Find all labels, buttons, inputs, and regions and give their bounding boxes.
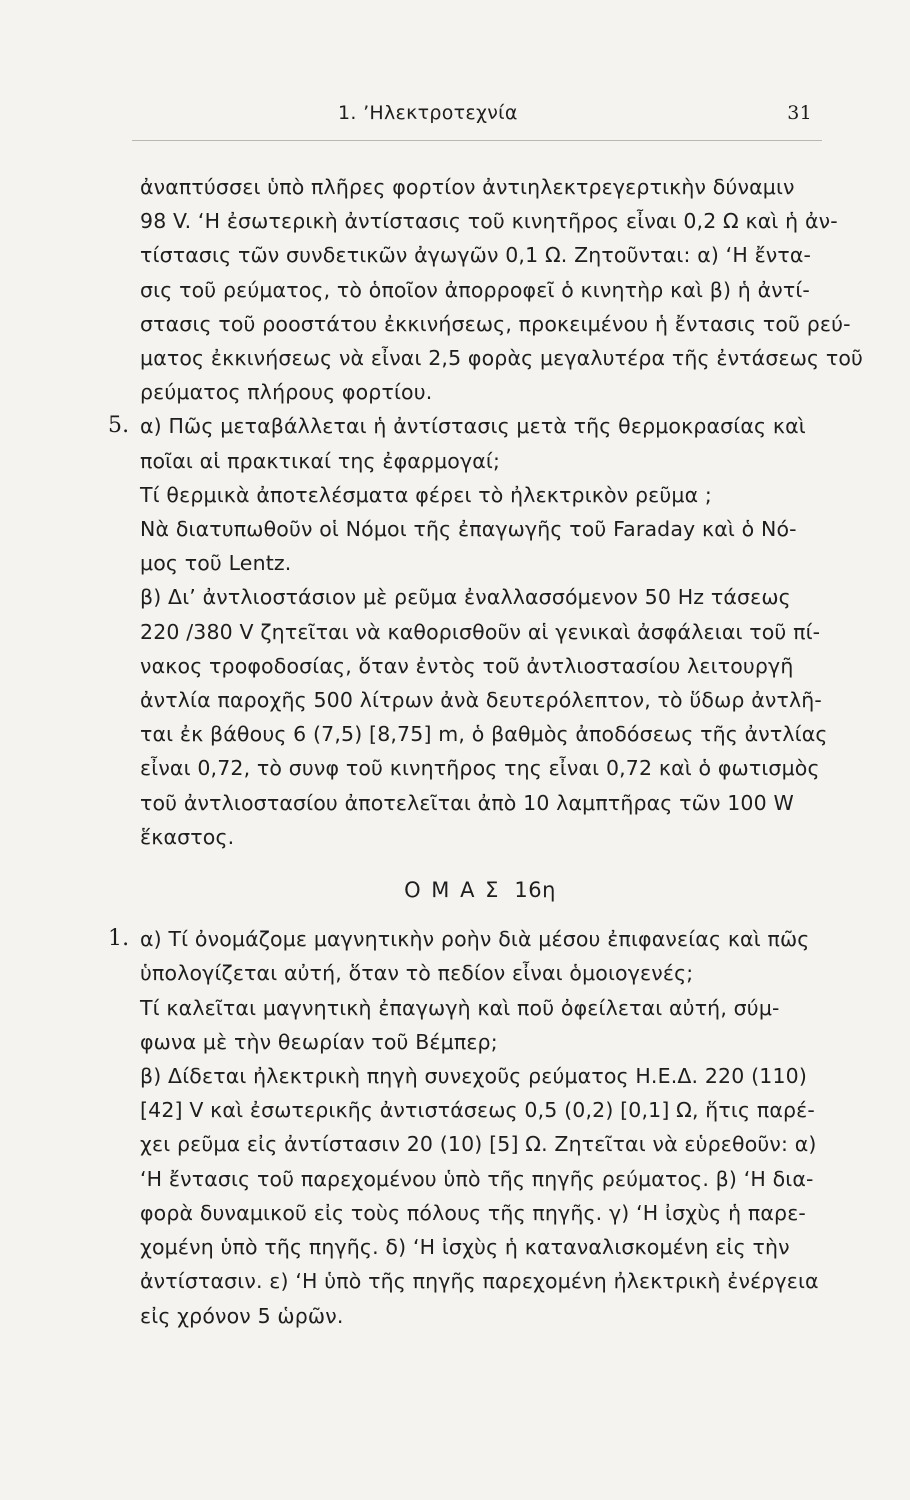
text-line: νακος τροφοδοσίας, ὅταν ἐντὸς τοῦ ἀντλιοστασίου λειτουργῆ [140,653,794,678]
text-line: χει ρεῦμα εἰς ἀντίστασιν 20 (10) [5] Ω. Ζητεῖται νὰ εὑρεθοῦν: α) [140,1132,817,1157]
text-line: σις τοῦ ρεύματος, τὸ ὁποῖον ἀπορροφεῖ ὁ κινητὴρ καὶ β) ἡ ἀντί- [140,277,810,302]
text-line: 98 V. ‘Η ἐσωτερικὴ ἀντίστασις τοῦ κινητῆρος εἶναι 0,2 Ω καὶ ἡ ἀν- [140,209,838,234]
text-line: τίστασις τῶν συνδετικῶν ἀγωγῶν 0,1 Ω. Ζητοῦνται: α) ‘Η ἔντα- [140,243,812,268]
question-5-part-b [140,580,828,854]
question-1-part-a [140,922,820,1059]
group-heading [140,873,820,907]
question-number: 5. [108,413,130,439]
text-line: Νὰ διατυπωθοῦν οἱ Νόμοι τῆς ἐπαγωγῆς τοῦ Faraday καὶ ὁ Νό- [140,517,797,542]
text-line: ρεύματος πλήρους φορτίου. [140,380,433,405]
text-line: ἀναπτύσσει ὑπὸ πλῆρες φορτίον ἀντιηλεκτρεγερτικὴν δύναμιν [140,175,795,199]
text-line: α) Τί ὀνομάζομε μαγνητικὴν ροὴν διὰ μέσου ἐπιφανείας καὶ πῶς [140,927,810,952]
text-line: ὑπολογίζεται αὐτή, ὅταν τὸ πεδίον εἶναι ὁμοιογενές; [140,961,694,986]
text-line: 220 /380 V ζητεῖται νὰ καθορισθοῦν αἱ γενικαὶ ἀσφάλειαι τοῦ πί- [140,619,821,644]
text-line: β) Δι’ ἀντλιοστάσιον μὲ ρεῦμα ἐναλλασσόμενον 50 Hz τάσεως [140,585,791,610]
text-line: τοῦ ἀντλιοστασίου ἀποτελεῖται ἀπὸ 10 λαμπτῆρας τῶν 100 W [140,790,794,815]
question-number: 1. [108,926,130,952]
text-line: εἰς χρόνον 5 ὡρῶν. [140,1303,344,1328]
text-line: [42] V καὶ ἐσωτερικῆς ἀντιστάσεως 0,5 (0,2) [0,1] Ω, ἥτις παρέ- [140,1098,815,1123]
page-header [140,102,820,134]
text-line: Τί θερμικὰ ἀποτελέσματα φέρει τὸ ἠλεκτρικὸν ρεῦμα ; [140,482,712,507]
question-5-part-a [140,409,820,580]
text-line: στασις τοῦ ροοστάτου ἐκκινήσεως, προκειμένου ἡ ἔντασις τοῦ ρεύ- [140,311,851,336]
text-line: α) Πῶς μεταβάλλεται ἡ ἀντίστασις μετὰ τῆς θερμοκρασίας καὶ [140,414,806,439]
page-number: 31 [787,102,812,124]
text-line: μος τοῦ Lentz. [140,551,292,576]
text-line: ‘Η ἔντασις τοῦ παρεχομένου ὑπὸ τῆς πηγῆς ρεύματος. β) ‘Η δια- [140,1166,814,1191]
question-5 [108,409,828,854]
text-line: χομένη ὑπὸ τῆς πηγῆς. δ) ‘Η ἰσχὺς ἡ καταναλισκομένη εἰς τὴν [140,1235,790,1260]
text-line: β) Δίδεται ἠλεκτρικὴ πηγὴ συνεχοῦς ρεύματος Η.Ε.Δ. 220 (110) [140,1064,807,1089]
text-line: ται ἐκ βάθους 6 (7,5) [8,75] m, ὁ βαθμὸς ἀποδόσεως τῆς ἀντλίας [140,722,828,747]
text-line: Τί καλεῖται μαγνητικὴ ἐπαγωγὴ καὶ ποῦ ὀφείλεται αὐτή, σύμ- [140,995,780,1020]
text-line: ποῖαι αἱ πρακτικαί της ἐφαρμογαί; [140,448,501,473]
body-text [108,170,864,1333]
text-line: φωνα μὲ τὴν θεωρίαν τοῦ Βέμπερ; [140,1029,498,1054]
text-line: ματος ἐκκινήσεως νὰ εἶναι 2,5 φορὰς μεγαλυτέρα τῆς ἐντάσεως τοῦ [140,346,864,371]
text-line: ἀντίστασιν. ε) ‘Η ὑπὸ τῆς πηγῆς παρεχομένη ἠλεκτρικὴ ἐνέργεια [140,1269,819,1294]
text-line: ἀντλία παροχῆς 500 λίτρων ἀνὰ δευτερόλεπτον, τὸ ὕδωρ ἀντλῆ- [140,688,822,713]
text-line: εἶναι 0,72, τὸ συνφ τοῦ κινητῆρος της εἶναι 0,72 καὶ ὁ φωτισμὸς [140,756,820,781]
question-1 [108,922,820,1332]
text-line: φορὰ δυναμικοῦ εἰς τοὺς πόλους τῆς πηγῆς. γ) ‘Η ἰσχὺς ἡ παρε- [140,1200,806,1225]
text-line: ἕκαστος. [140,824,235,849]
group-label: Ο Μ Α Σ [404,878,501,903]
question-1-part-b [140,1059,820,1333]
continuation-paragraph [140,170,864,409]
header-rule [132,140,822,141]
group-number: 16η [514,878,556,903]
running-title: 1. ’Ηλεκτροτεχνία [338,102,518,124]
